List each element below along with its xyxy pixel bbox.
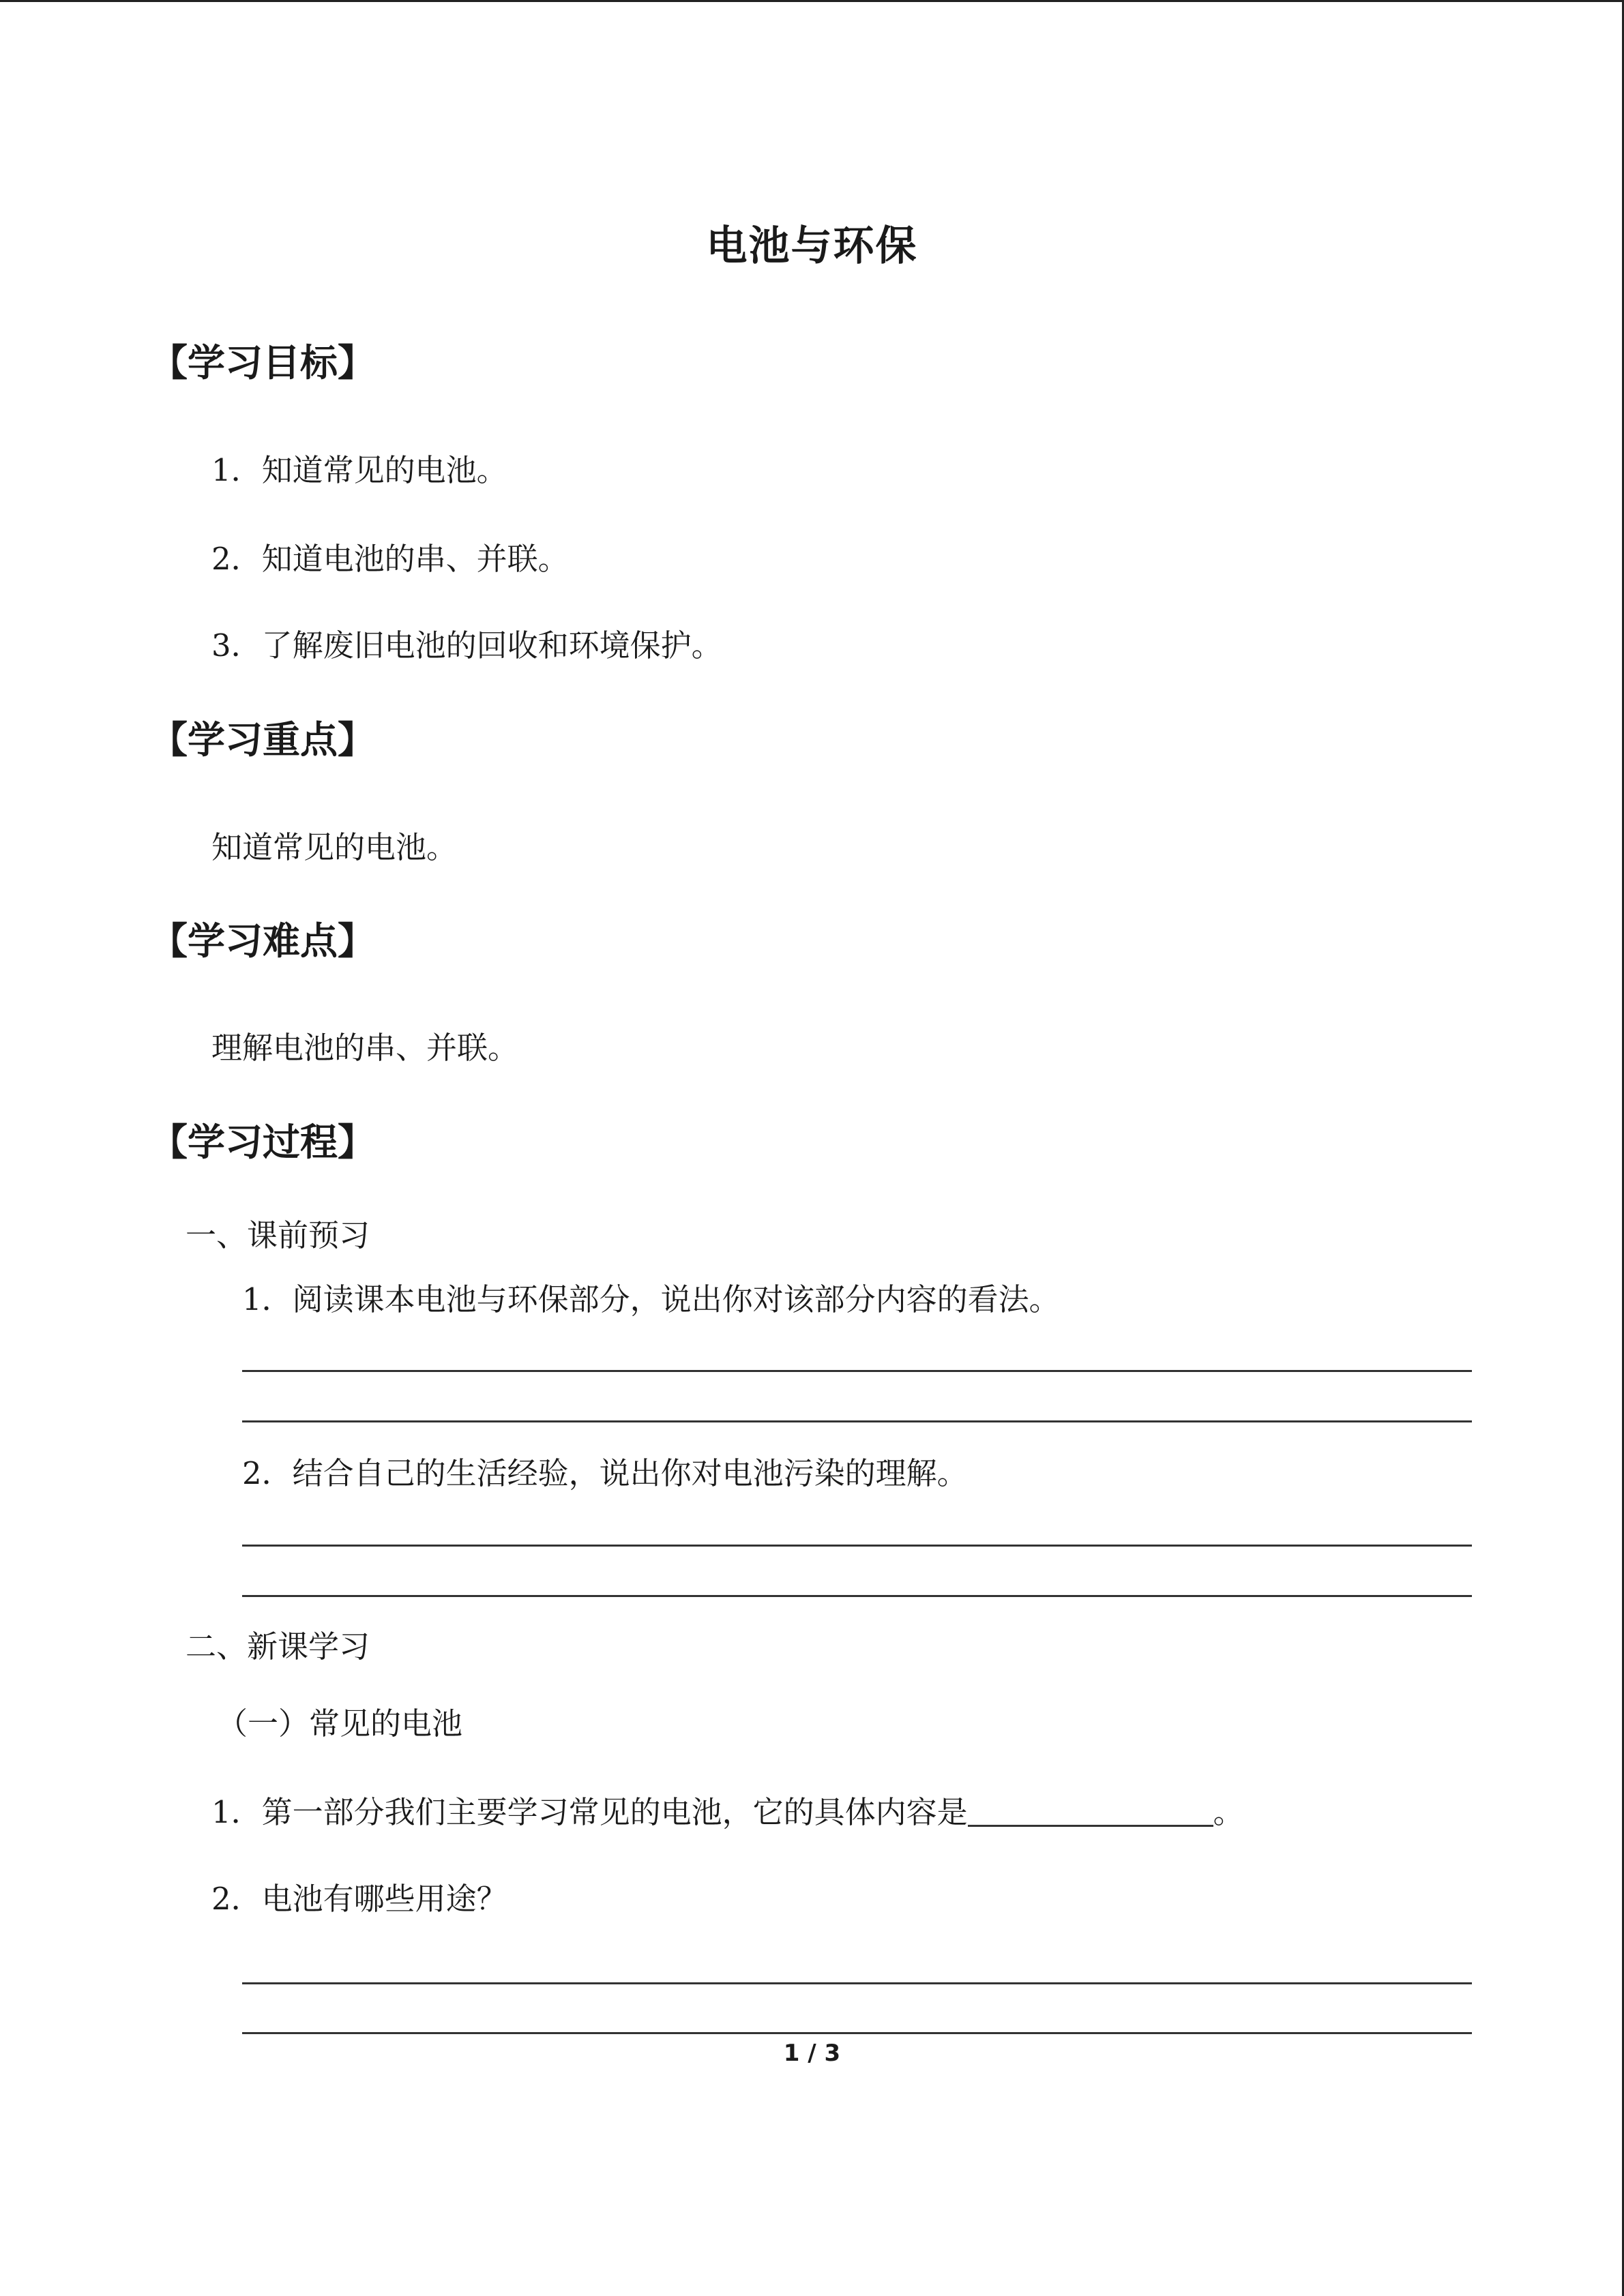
section-label-preview: 一、课前预习	[186, 1217, 370, 1253]
new-lesson-question-1	[211, 1787, 1244, 1832]
answer-line	[242, 2032, 1472, 2034]
key-point-text: 知道常见的电池。	[211, 829, 458, 865]
heading-key-points: 【学习重点】	[150, 718, 376, 762]
objective-item: 2．知道电池的串、并联。	[211, 541, 569, 577]
document-title: 电池与环保	[706, 222, 918, 270]
answer-line	[242, 1982, 1472, 1984]
answer-line	[242, 1545, 1472, 1547]
section-label-new-lesson: 二、新课学习	[186, 1628, 370, 1665]
page-number: 1 / 3	[783, 2040, 841, 2067]
fill-in-blank	[968, 1794, 1213, 1827]
difficulty-text: 理解电池的串、并联。	[211, 1030, 519, 1066]
heading-difficulties: 【学习难点】	[150, 919, 376, 963]
answer-line	[242, 1370, 1472, 1372]
subsection-common-batteries: （一）常见的电池	[217, 1705, 463, 1742]
objective-item: 1．知道常见的电池。	[211, 452, 507, 488]
answer-line	[242, 1595, 1472, 1597]
new-lesson-question-2: 2．电池有哪些用途？	[211, 1881, 507, 1917]
objective-item: 3．了解废旧电池的回收和环境保护。	[211, 627, 722, 664]
question-1-end: 。	[1213, 1794, 1244, 1830]
heading-objectives: 【学习目标】	[150, 341, 376, 385]
preview-question-2: 2．结合自己的生活经验，说出你对电池污染的理解。	[242, 1455, 968, 1491]
preview-question-1: 1．阅读课本电池与环保部分，说出你对该部分内容的看法。	[242, 1281, 1060, 1317]
answer-line	[242, 1420, 1472, 1422]
heading-process: 【学习过程】	[150, 1120, 376, 1164]
question-1-text: 1．第一部分我们主要学习常见的电池，它的具体内容是	[211, 1794, 968, 1830]
